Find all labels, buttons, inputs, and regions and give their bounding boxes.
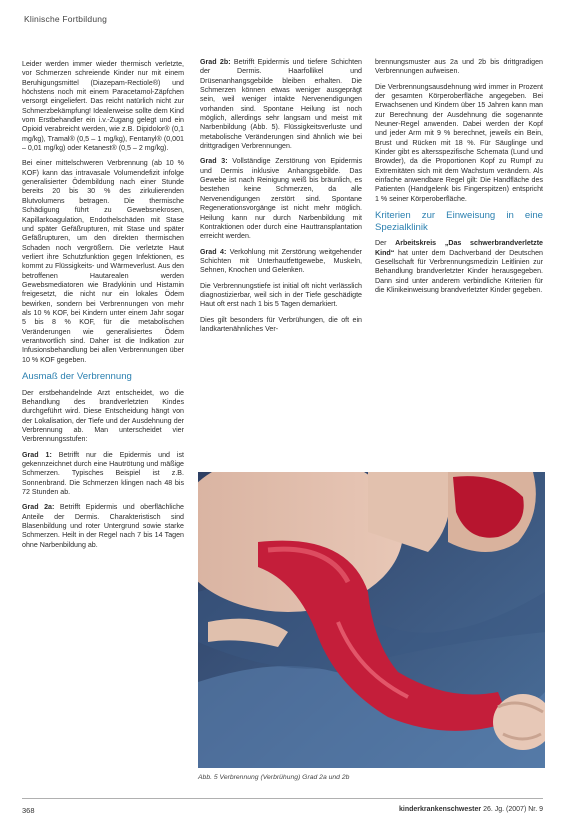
page-number: 368 (22, 806, 35, 815)
paragraph-depth: Die Verbrennungstiefe ist initial oft nicht verlässlich diagnostizierbar, weil sich in der Tiefe geschädigte Haut oft erst nach 1 bis 5 Tagen demarkiert. (200, 281, 362, 309)
footer-divider (22, 798, 543, 799)
paragraph-pain-management: Leider werden immer wieder thermisch verletzte, vor Schmerzen schreiende Kinder nur mit einem Beruhigungsmittel (Diazepam-Rectiole®) und höchstens noch mit einem Paracetamol-Zäpfchen versorgt eingeliefert. Das reicht natürlich nicht zur Schmerzbekämpfung! Idealerweise sollte dem Kind vom Erstbehandler ein i.v.-Zugang gelegt und ein Opioid verabreicht werden, wie z.B. Dipidolor® (0,1 mg/kg), Tramal® (0,5 – 1 mg/kg), Fentanyl® (0,001 – 0,01 mg/kg) oder Ketanest® (0,5 – 2 mg/kg). (22, 60, 184, 153)
paragraph-scalds: Dies gilt besonders für Verbrühungen, die oft ein landkartenähnliches Ver- (200, 315, 362, 333)
burn-photo (198, 472, 545, 768)
grade-1-label: Grad 1: (22, 450, 52, 459)
grade-3-label: Grad 3: (200, 157, 228, 166)
section-header: Klinische Fortbildung (24, 14, 108, 24)
text-column-1 (22, 60, 184, 556)
grade-2a-label: Grad 2a: (22, 503, 55, 512)
journal-issue: 26. Jg. (2007) Nr. 9 (483, 806, 543, 813)
grade-4-label: Grad 4: (200, 247, 227, 256)
working-group-text: hat unter dem Dachverband der Deutschen Gesellschaft für Verbrennungsmedizin Leitlinien zur Behandlung brandverletzter Kinder herausgegeben. Dann sind unter anderem verbindliche Kriterien für die Klinikeinweisung brandverletzter Kinder gegeben. (375, 248, 543, 294)
paragraph-grade-2a (22, 503, 184, 550)
paragraph-grade-3 (200, 157, 362, 241)
paragraph-grade-2b (200, 58, 362, 151)
grade-1-text: Betrifft nur die Epidermis und ist gekennzeichnet durch eine Hautrötung und mäßige Schmerzen. Typisches Beispiel ist z.B. Sonnenbrand. Die Schmerzen klingen nach 48 bis 72 Stunden ab. (22, 450, 184, 496)
heading-ausmass: Ausmaß der Verbrennung (22, 371, 132, 382)
burn-photo-illustration (198, 472, 545, 768)
grade-3-text: Vollständige Zerstörung von Epidermis und Dermis inklusive Anhangsgebilde. Das Gewebe ist nach Reinigung weiß bis bräunlich, es bestehen keine Schmerzen, da alle Nervenendigungen zerstört sind. Spontane Regenerationsvorgänge ist nicht mehr möglich. Heilung kann nur durch Narbenbildung mit Kontraktionen oder durch eine Hauttransplantation erreicht werden. (200, 157, 362, 241)
figure-caption: Abb. 5 Verbrennung (Verbrühung) Grad 2a und 2b (198, 774, 350, 781)
grade-4-text: Verkohlung mit Zerstörung weitgehender Schichten mit Unterhautfettgewebe, Muskeln, Sehnen, Knochen und Gelenken. (200, 247, 362, 275)
paragraph-stages-intro: Der erstbehandelnde Arzt entscheidet, wo die Behandlung des brandverletzten Kindes durchgeführt wird. Diese Entscheidung hängt von der Lokalisation, der Tiefe und der Ausdehnung der Verbrennung ab. Man unterscheidet vier Verbrennungsstufen: (22, 388, 184, 444)
journal-name: kinderkrankenschwester (399, 806, 482, 813)
working-group-name: Arbeitskreis „Das schwerbrandverletzte Kind“ (375, 239, 543, 257)
paragraph-grade-4 (200, 248, 362, 276)
paragraph-continued: brennungsmuster aus 2a und 2b bis drittgradigen Verbrennungen aufweisen. (375, 58, 543, 76)
heading-criteria: Kriterien zur Einweisung in eine Spezialklinik (375, 210, 543, 233)
grade-2b-label: Grad 2b: (200, 58, 231, 66)
grade-2a-text: Betrifft Epidermis und oberflächliche Anteile der Dermis. Charakteristisch sind Blasenbildung und roter Untergrund sowie starke Schmerzen. Heilt in der Regel nach 7 bis 14 Tagen ohne Narbenbildung ab. (22, 503, 184, 549)
working-group-pre: Der (375, 239, 396, 248)
paragraph-working-group (375, 239, 543, 295)
paragraph-volume-deficit: Bei einer mittelschweren Verbrennung (ab 10 % KOF) kann das intravasale Volumendefizit infolge generalisierter Ödembildung nach einer Stunde bereits 20 bis 30 % des zirkulierenden Blutvolumens betragen. Die thermische Schädigung führt zu Gewebsnekrosen, Kapillarkoagulation, Endothelschäden mit Stase und später Gefäßrupturen, mit Stase und später Gefäßrupturen, um den direkten thermischen Schaden noch vergrößern. Die verletzte Haut verliert ihre Schutzfunktion gegen Infektionen, es kommt zu Flüssigkeits- und Wärmeverlust. Aus den betroffenen Hautarealen werden Gewebsmediatoren wie Bradykinin und Histamin freigesetzt, die nicht nur ein lokales Ödem bewirken, sondern bei Verbrennungen von mehr als 10 % KOF, bei Kindern unter einem Jahr sogar 5 bis 8 % KOF, für die metabolischen Veränderungen wie generalisiertes Ödem verantwortlich sind. Daher ist die Indikation zur Infusionsbehandlung bei allen Verbrennungen über 10 % KOF gegeben. (22, 159, 184, 364)
grade-2b-text: Betrifft Epidermis und tiefere Schichten der Dermis. Haarfollikel und Drüsenanhangsgebilde bleiben erhalten. Die Schmerzen können etwas weniger ausgeprägt sein, weil weniger intakte Nervenendigungen vorhanden sind. Spontane Heilung ist noch möglich, allerdings sehr langsam und meist mit Narbenbildung (Abb. 5). Flüssigkeitsverluste und metabolische Veränderungen sind ähnlich wie bei drittgradigen Verbrennungen. (200, 58, 362, 151)
paragraph-grade-1 (22, 451, 184, 498)
paragraph-extent: Die Verbrennungsausdehnung wird immer in Prozent der gesamten Körperoberfläche angegeben. Bei Erwachsenen und Kindern über 15 Jahren kann man zur Berechnung der Ausdehnung die sogenannte Neuner-Regel anwenden. Dabei werden der Kopf und jeder Arm mit 9 % berechnet, jeweils ein Bein, Brust und Rücken mit 18 %. Für Säuglinge und Kinder gibt es altersspezifische Schemata (Lund und Browder), da die Proportionen Kopf zu Rumpf zu Extremitäten sich mit dem Wachstum verändern. Als einfache anwendbare Regel gilt: Die Handfläche des Patienten (Handgelenk bis Fingerspitzen) entspricht 1 % seiner Körperoberfläche. (375, 82, 543, 203)
text-column-3 (375, 58, 543, 301)
journal-info (399, 806, 543, 813)
text-column-2 (200, 58, 362, 340)
